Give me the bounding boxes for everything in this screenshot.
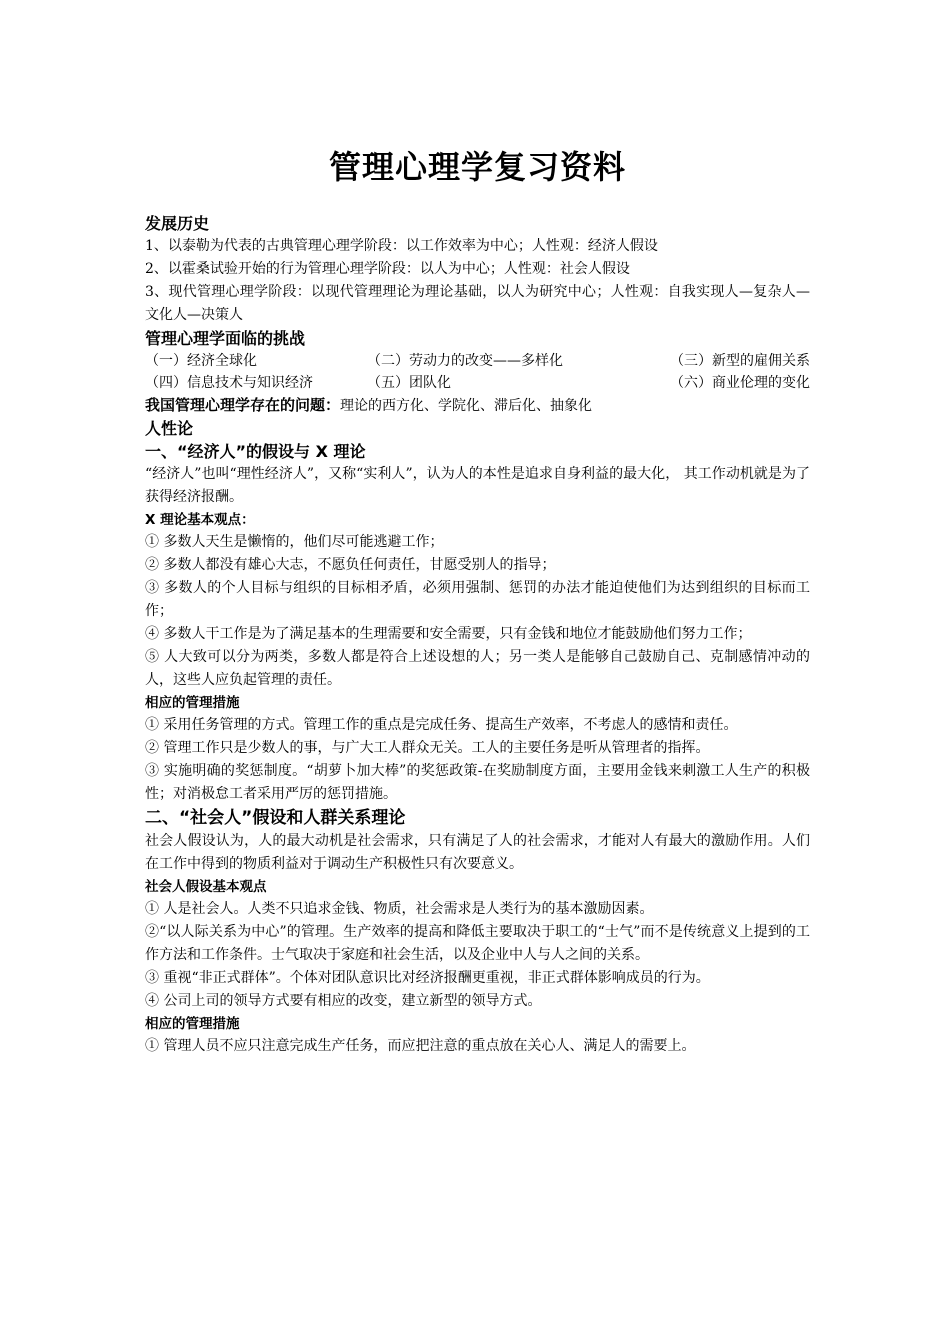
- history-heading: 发展历史: [145, 214, 210, 233]
- problems-line: [145, 394, 810, 417]
- human-nature-heading: 人性论: [145, 419, 194, 438]
- history-item: 3、现代管理心理学阶段：以现代管理理论为理论基础，以人为研究中心；人性观：自我实现人—复杂人—文化人—决策人: [145, 284, 810, 323]
- problems-text: 理论的西方化、学院化、滞后化、抽象化: [340, 398, 593, 414]
- challenges-row: [145, 372, 810, 394]
- challenge-item: （四）信息技术与知识经济: [145, 375, 313, 391]
- social-intro: 社会人假设认为，人的最大动机是社会需求，只有满足了人的社会需求，才能对人有最大的激励作用。人们在工作中得到的物质利益对于调动生产积极性只有次要意义。: [145, 833, 810, 872]
- social-point: ②“以人际关系为中心”的管理。生产效率的提高和降低主要取决于职工的“士气”而不是传统意义上提到的工作方法和工作条件。士气取决于家庭和社会生活，以及企业中人与人之间的关系。: [145, 924, 810, 963]
- x-theory-heading: 一、“经济人”的假设与 X 理论: [145, 442, 366, 461]
- document-body: [145, 212, 810, 1058]
- social-point: ③ 重视“非正式群体”。个体对团队意识比对经济报酬更重视，非正式群体影响成员的行为。: [145, 970, 710, 986]
- challenge-item: （三）新型的雇佣关系: [670, 353, 810, 369]
- social-heading: 二、“社会人”假设和人群关系理论: [145, 808, 406, 828]
- challenge-item: （六）商业伦理的变化: [670, 375, 810, 391]
- social-points-heading: 社会人假设基本观点: [145, 879, 267, 895]
- x-measures-heading: 相应的管理措施: [145, 695, 240, 711]
- history-item: 2、以霍桑试验开始的行为管理心理学阶段：以人为中心；人性观：社会人假设: [145, 261, 630, 277]
- challenge-item: （一）经济全球化: [145, 353, 257, 369]
- x-theory-points-heading: X 理论基本观点：: [145, 512, 255, 528]
- x-theory-point: ① 多数人天生是懒惰的，他们尽可能逃避工作；: [145, 534, 444, 550]
- social-measures-heading: 相应的管理措施: [145, 1016, 240, 1032]
- challenges-row: [145, 350, 810, 372]
- challenge-item: （二）劳动力的改变——多样化: [367, 353, 563, 369]
- x-theory-point: ⑤ 人大致可以分为两类，多数人都是符合上述设想的人；另一类人是能够自己鼓励自己、克制感情冲动的人，这些人应负起管理的责任。: [145, 649, 810, 688]
- x-measure: ③ 实施明确的奖惩制度。“胡萝卜加大棒”的奖惩政策-在奖励制度方面，主要用金钱来刺激工人生产的积极性；对消极怠工者采用严厉的惩罚措施。: [145, 763, 810, 802]
- history-item: 1、以泰勒为代表的古典管理心理学阶段：以工作效率为中心；人性观：经济人假设: [145, 238, 658, 254]
- x-measure: ② 管理工作只是少数人的事，与广大工人群众无关。工人的主要任务是听从管理者的指挥。: [145, 740, 710, 756]
- social-point: ④ 公司上司的领导方式要有相应的改变，建立新型的领导方式。: [145, 993, 542, 1009]
- social-point: ① 人是社会人。人类不只追求金钱、物质，社会需求是人类行为的基本激励因素。: [145, 901, 654, 917]
- x-theory-intro: “经济人”也叫“理性经济人”，又称“实利人”，认为人的本性是追求自身利益的最大化， 其工作动机就是为了获得经济报酬。: [145, 466, 810, 505]
- x-theory-point: ③ 多数人的个人目标与组织的目标相矛盾，必须用强制、惩罚的办法才能迫使他们为达到组织的目标而工作；: [145, 580, 810, 619]
- social-measure: ① 管理人员不应只注意完成生产任务，而应把注意的重点放在关心人、满足人的需要上。: [145, 1038, 696, 1054]
- challenge-item: （五）团队化: [367, 375, 451, 391]
- problems-label: 我国管理心理学存在的问题：: [145, 396, 341, 414]
- x-theory-point: ② 多数人都没有雄心大志，不愿负任何责任，甘愿受别人的指导；: [145, 557, 556, 573]
- page-title: 管理心理学复习资料: [328, 148, 626, 186]
- x-measure: ① 采用任务管理的方式。管理工作的重点是完成任务、提高生产效率，不考虑人的感情和责任。: [145, 717, 738, 733]
- challenges-heading: 管理心理学面临的挑战: [145, 329, 306, 348]
- x-theory-point: ④ 多数人干工作是为了满足基本的生理需要和安全需要，只有金钱和地位才能鼓励他们努力工作；: [145, 626, 752, 642]
